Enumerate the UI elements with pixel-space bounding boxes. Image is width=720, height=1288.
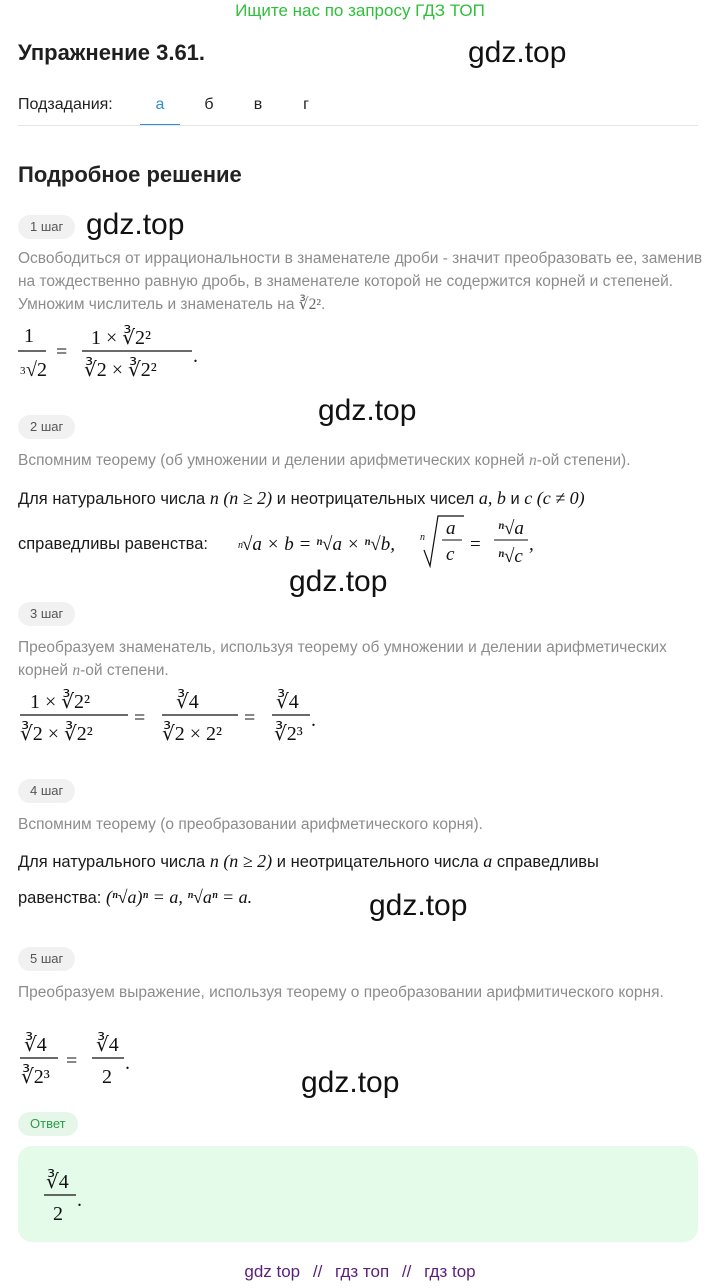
svg-text:=: = bbox=[134, 707, 146, 729]
svg-text:=: = bbox=[56, 341, 68, 363]
watermark: gdz.top bbox=[369, 889, 468, 922]
svg-text:c: c bbox=[446, 544, 455, 565]
math-inline: (ⁿ√a)ⁿ = a, ⁿ√aⁿ = a. bbox=[105, 887, 253, 907]
step-text-body: Преобразуем выражение, используя теорему о преобразовании арифмитического корня. bbox=[18, 984, 664, 1001]
step-text-body: Преобразуем знаменатель, используя теорему об умножении и делении арифметических корней bbox=[18, 639, 667, 679]
answer-formula bbox=[42, 1166, 122, 1228]
math-formula-3 bbox=[16, 682, 326, 752]
svg-text:∛2³: ∛2³ bbox=[274, 723, 303, 745]
math-inline: a, b bbox=[478, 488, 506, 508]
svg-text:.: . bbox=[311, 709, 316, 731]
svg-text:=: = bbox=[244, 707, 256, 729]
svg-text:1: 1 bbox=[24, 325, 34, 347]
svg-text:ⁿ√c: ⁿ√c bbox=[498, 546, 523, 567]
svg-text:n: n bbox=[420, 532, 425, 543]
subtasks-label: Подзадания: bbox=[18, 96, 113, 113]
theorem-text: Для натурального числа bbox=[18, 853, 206, 871]
svg-text:=: = bbox=[470, 534, 481, 555]
theorem-text: справедливы bbox=[496, 853, 599, 871]
footer-separator: // bbox=[401, 1262, 412, 1281]
math-inline: n (n ≥ 2) bbox=[209, 851, 273, 871]
math-inline: a bbox=[483, 851, 493, 871]
watermark: gdz.top bbox=[301, 1066, 400, 1099]
math-inline: n bbox=[72, 662, 81, 679]
step-text-body: Вспомним теорему (о преобразовании арифметического корня). bbox=[18, 816, 483, 833]
svg-text:∛4: ∛4 bbox=[176, 691, 199, 713]
section-title: Подробное решение bbox=[18, 162, 242, 187]
svg-text:√a × b = ⁿ√a × ⁿ√b,: √a × b = ⁿ√a × ⁿ√b, bbox=[242, 534, 395, 555]
watermark: gdz.top bbox=[289, 565, 388, 598]
footer-link[interactable]: gdz top bbox=[244, 1262, 301, 1281]
svg-text:2: 2 bbox=[102, 1066, 112, 1088]
tab-a[interactable]: а bbox=[140, 92, 180, 126]
math-formula-1 bbox=[16, 318, 216, 388]
watermark: gdz.top bbox=[86, 208, 185, 241]
footer-link[interactable]: гдз топ bbox=[335, 1262, 390, 1281]
step-text-body: Вспомним теорему (об умножении и делении арифметических корней bbox=[18, 452, 525, 469]
step-badge: 3 шаг bbox=[18, 602, 75, 626]
svg-text:3: 3 bbox=[20, 365, 26, 377]
svg-text:∛2 × 2²: ∛2 × 2² bbox=[162, 723, 223, 745]
step-text: Освободиться от иррациональности в знаменателе дроби - значит преобразовать ее, заменив на тождественно равную дробь, в знаменателе которой не содержится корней и степеней. Умножим числитель и знаменатель на ∛2². bbox=[18, 250, 703, 313]
svg-text:2: 2 bbox=[53, 1203, 63, 1225]
tab-v[interactable]: в bbox=[253, 96, 263, 113]
step-badge: 1 шаг bbox=[18, 215, 75, 239]
svg-text:∛4: ∛4 bbox=[24, 1034, 47, 1056]
svg-text:.: . bbox=[193, 345, 198, 367]
divider bbox=[18, 125, 698, 126]
step-text-end: -ой степени. bbox=[80, 662, 169, 679]
watermark: gdz.top bbox=[318, 394, 417, 427]
svg-text:1 × ∛2²: 1 × ∛2² bbox=[30, 691, 91, 713]
math-formula-5 bbox=[16, 1025, 156, 1095]
step-text bbox=[18, 449, 708, 472]
theorem-text: и bbox=[510, 490, 520, 508]
svg-text:.: . bbox=[125, 1052, 130, 1074]
theorem-line bbox=[18, 849, 708, 874]
step-text-body: Освободиться от иррациональности в знаменателе дроби - значит преобразовать ее, заменив на тождественно равную дробь, в знаменателе которой не содержится корней и степеней. Умножим числитель и знаменатель на bbox=[18, 250, 703, 313]
answer-box bbox=[18, 1146, 698, 1242]
step-badge: 4 шаг bbox=[18, 779, 75, 803]
theorem-line bbox=[18, 885, 708, 910]
svg-text:∛4: ∛4 bbox=[96, 1034, 119, 1056]
svg-text:ⁿ√a: ⁿ√a bbox=[498, 518, 524, 539]
tab-b[interactable]: б bbox=[204, 96, 214, 113]
math-inline: ∛2² bbox=[298, 296, 322, 313]
math-inline: n (n ≥ 2) bbox=[209, 488, 273, 508]
svg-text:∛4: ∛4 bbox=[276, 691, 299, 713]
theorem-text: и неотрицательных чисел bbox=[276, 490, 475, 508]
svg-text:=: = bbox=[66, 1050, 78, 1072]
svg-text:.: . bbox=[77, 1189, 82, 1211]
svg-text:∛2 × ∛2²: ∛2 × ∛2² bbox=[20, 723, 93, 745]
svg-text:,: , bbox=[529, 534, 534, 555]
theorem-text: равенства: bbox=[18, 889, 102, 907]
svg-text:a: a bbox=[446, 518, 456, 539]
theorem-text: Для натурального числа bbox=[18, 490, 206, 508]
svg-text:∛4: ∛4 bbox=[46, 1171, 69, 1193]
tab-g[interactable]: г bbox=[303, 96, 309, 113]
math-formula-2 bbox=[232, 510, 542, 572]
math-inline: n bbox=[529, 452, 537, 469]
footer bbox=[0, 1262, 720, 1282]
top-banner[interactable]: Ищите нас по запросу ГДЗ ТОП bbox=[235, 1, 485, 20]
svg-text:√2: √2 bbox=[26, 359, 47, 381]
svg-text:1 × ∛2²: 1 × ∛2² bbox=[91, 327, 152, 349]
step-badge: 2 шаг bbox=[18, 415, 75, 439]
step-text bbox=[18, 981, 708, 1004]
theorem-text: и неотрицательного числа bbox=[276, 853, 479, 871]
step-text bbox=[18, 636, 708, 682]
step-badge: 5 шаг bbox=[18, 947, 75, 971]
footer-separator: // bbox=[312, 1262, 323, 1281]
svg-text:∛2 × ∛2²: ∛2 × ∛2² bbox=[84, 359, 157, 381]
answer-badge: Ответ bbox=[18, 1112, 78, 1136]
step-text bbox=[18, 813, 708, 836]
theorem-text: справедливы равенства: bbox=[18, 535, 208, 553]
footer-link[interactable]: гдз top bbox=[424, 1262, 476, 1281]
step-text-end: -ой степени). bbox=[536, 452, 631, 469]
theorem-line bbox=[18, 486, 708, 511]
math-inline: c (c ≠ 0) bbox=[524, 488, 585, 508]
page-title: Упражнение 3.61. bbox=[18, 40, 206, 65]
svg-text:∛2³: ∛2³ bbox=[21, 1066, 50, 1088]
svg-text:n: n bbox=[238, 540, 243, 551]
watermark: gdz.top bbox=[468, 36, 567, 69]
